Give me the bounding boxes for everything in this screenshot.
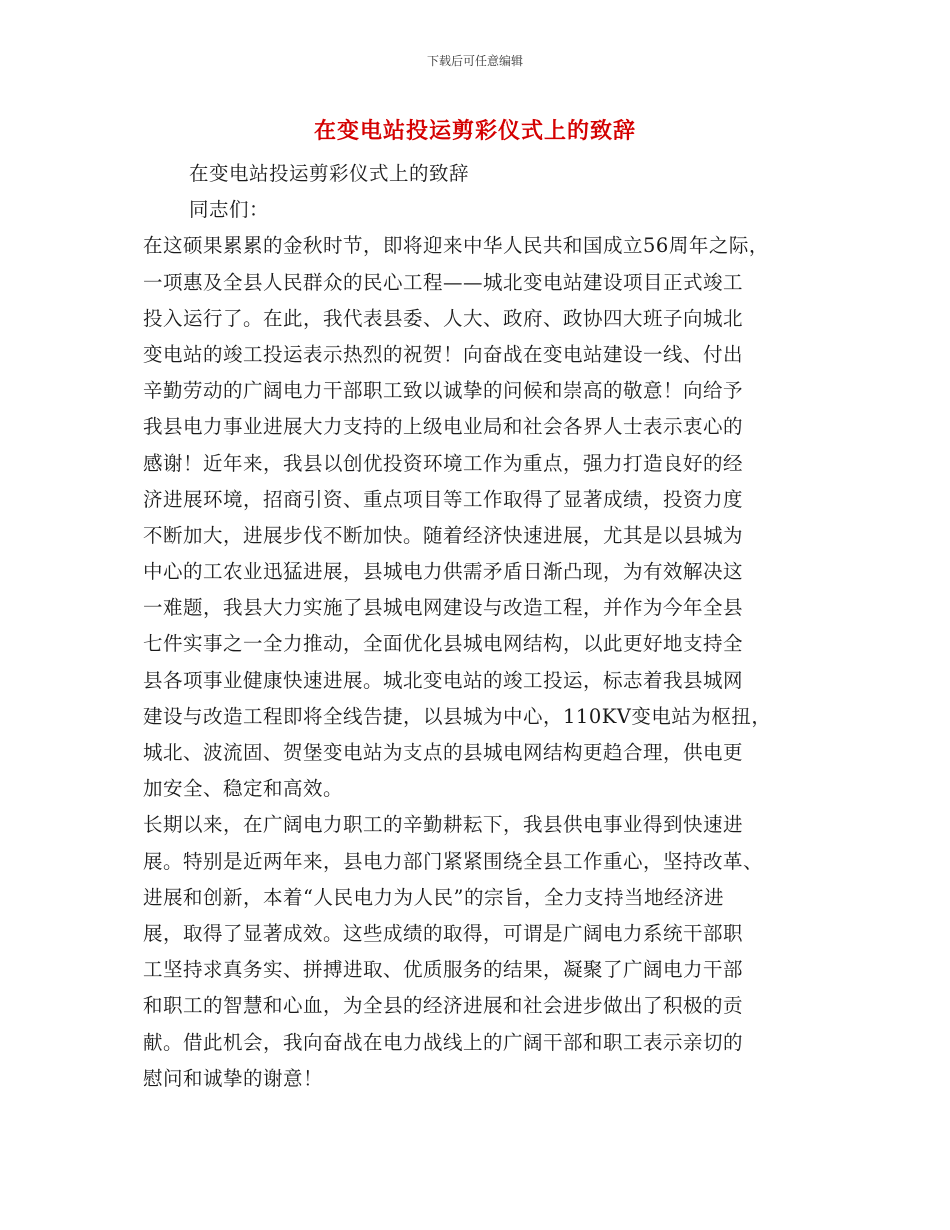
body-line: 工坚持求真务实、拼搏进取、优质服务的结果，凝聚了广阔电力干部 [143,958,744,982]
body-line: 七件实事之一全力推动，全面优化县城电网结构，以此更好地支持全 [143,632,744,656]
body-line: 济进展环境，招商引资、重点项目等工作取得了显著成绩，投资力度 [143,487,744,511]
salutation-line: 同志们： [189,198,270,222]
body-line: 变电站的竣工投运表示热烈的祝贺！向奋战在变电站建设一线、付出 [143,342,744,366]
body-line: 投入运行了。在此，我代表县委、人大、政府、政协四大班子向城北 [143,306,744,330]
body-line: 和职工的智慧和心血，为全县的经济进展和社会进步做出了积极的贡 [143,994,744,1018]
body-line: 长期以来，在广阔电力职工的辛勤耕耘下，我县供电事业得到快速进 [143,813,744,837]
body-line: 在这硕果累累的金秋时节，即将迎来中华人民共和国成立56周年之际， [143,234,769,258]
page-header: 下载后可任意编辑 [426,54,523,68]
subtitle-line: 在变电站投运剪彩仪式上的致辞 [189,162,470,185]
body-line: 一难题，我县大力实施了县城电网建设与改造工程，并作为今年全县 [143,596,744,620]
body-line: 我县电力事业进展大力支持的上级电业局和社会各界人士表示衷心的 [143,415,744,439]
document-body [143,156,843,1097]
body-line: 不断加大，进展步伐不断加快。随着经济快速进展，尤其是以县城为 [143,523,744,547]
body-line: 城北、波流固、贺堡变电站为支点的县城电网结构更趋合理，供电更 [143,741,744,764]
body-line: 县各项事业健康快速进展。城北变电站的竣工投运，标志着我县城网 [143,668,744,692]
body-line: 感谢！近年来，我县以创优投资环境工作为重点，强力打造良好的经 [143,451,744,475]
body-line: 加安全、稳定和高效。 [143,777,344,801]
body-line: 展。特别是近两年来，县电力部门紧紧围绕全县工作重心，坚持改革、 [143,849,764,873]
body-line: 展，取得了显著成效。这些成绩的取得，可谓是广阔电力系统干部职 [143,921,744,945]
body-line: 进展和创新，本着“人民电力为人民”的宗旨，全力支持当地经济进 [143,885,724,909]
body-line: 献。借此机会，我向奋战在电力战线上的广阔干部和职工表示亲切的 [143,1030,744,1054]
body-line: 建设与改造工程即将全线告捷，以县城为中心，110KV变电站为枢扭， [143,704,772,728]
body-line: 辛勤劳动的广阔电力干部职工致以诚挚的问候和崇高的敬意！向给予 [143,379,744,403]
document-title: 在变电站投运剪彩仪式上的致辞 [313,119,636,144]
body-line: 慰问和诚挚的谢意！ [143,1066,324,1090]
body-line: 一项惠及全县人民群众的民心工程——城北变电站建设项目正式竣工 [143,270,744,294]
body-line: 中心的工农业迅猛进展，县城电力供需矛盾日渐凸现，为有效解决这 [143,560,744,584]
